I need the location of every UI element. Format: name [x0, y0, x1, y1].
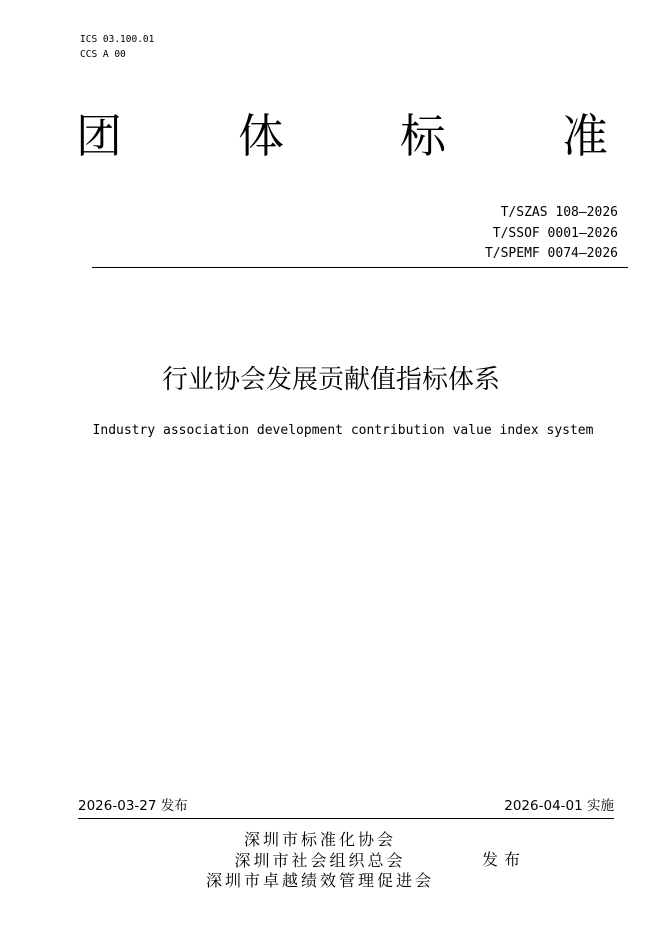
document-title-cn: 行业协会发展贡献值指标体系 [161, 365, 500, 395]
heading-char: 标 [400, 109, 446, 163]
publisher-name: 深圳市社会组织总会 [234, 850, 406, 870]
classification-codes [80, 32, 154, 62]
standard-type-heading [72, 108, 612, 164]
publisher-name: 深圳市标准化协会 [243, 830, 396, 849]
ics-code: ICS 03.100.01 [80, 34, 155, 45]
implement-date: 2026-04-01 实施 [504, 798, 614, 814]
publish-date: 2026-03-27 发布 [78, 798, 188, 814]
standard-code: T/SZAS 108—2026 [500, 205, 618, 220]
heading-char: 准 [562, 109, 608, 163]
publisher-list [0, 830, 640, 892]
standard-code: T/SSOF 0001—2026 [492, 225, 618, 241]
issue-label: 发布 [482, 850, 527, 869]
heading-char: 团 [76, 109, 122, 163]
ccs-code: CCS A 00 [80, 49, 126, 60]
footer-divider [78, 818, 614, 819]
publisher-name: 深圳市卓越绩效管理促进会 [205, 871, 434, 890]
standard-code: T/SPEMF 0074—2026 [484, 246, 618, 261]
heading-char: 体 [238, 109, 284, 163]
standard-codes [485, 203, 618, 265]
header-divider [92, 267, 628, 268]
document-title-en: Industry association development contribution value index system [92, 423, 594, 438]
